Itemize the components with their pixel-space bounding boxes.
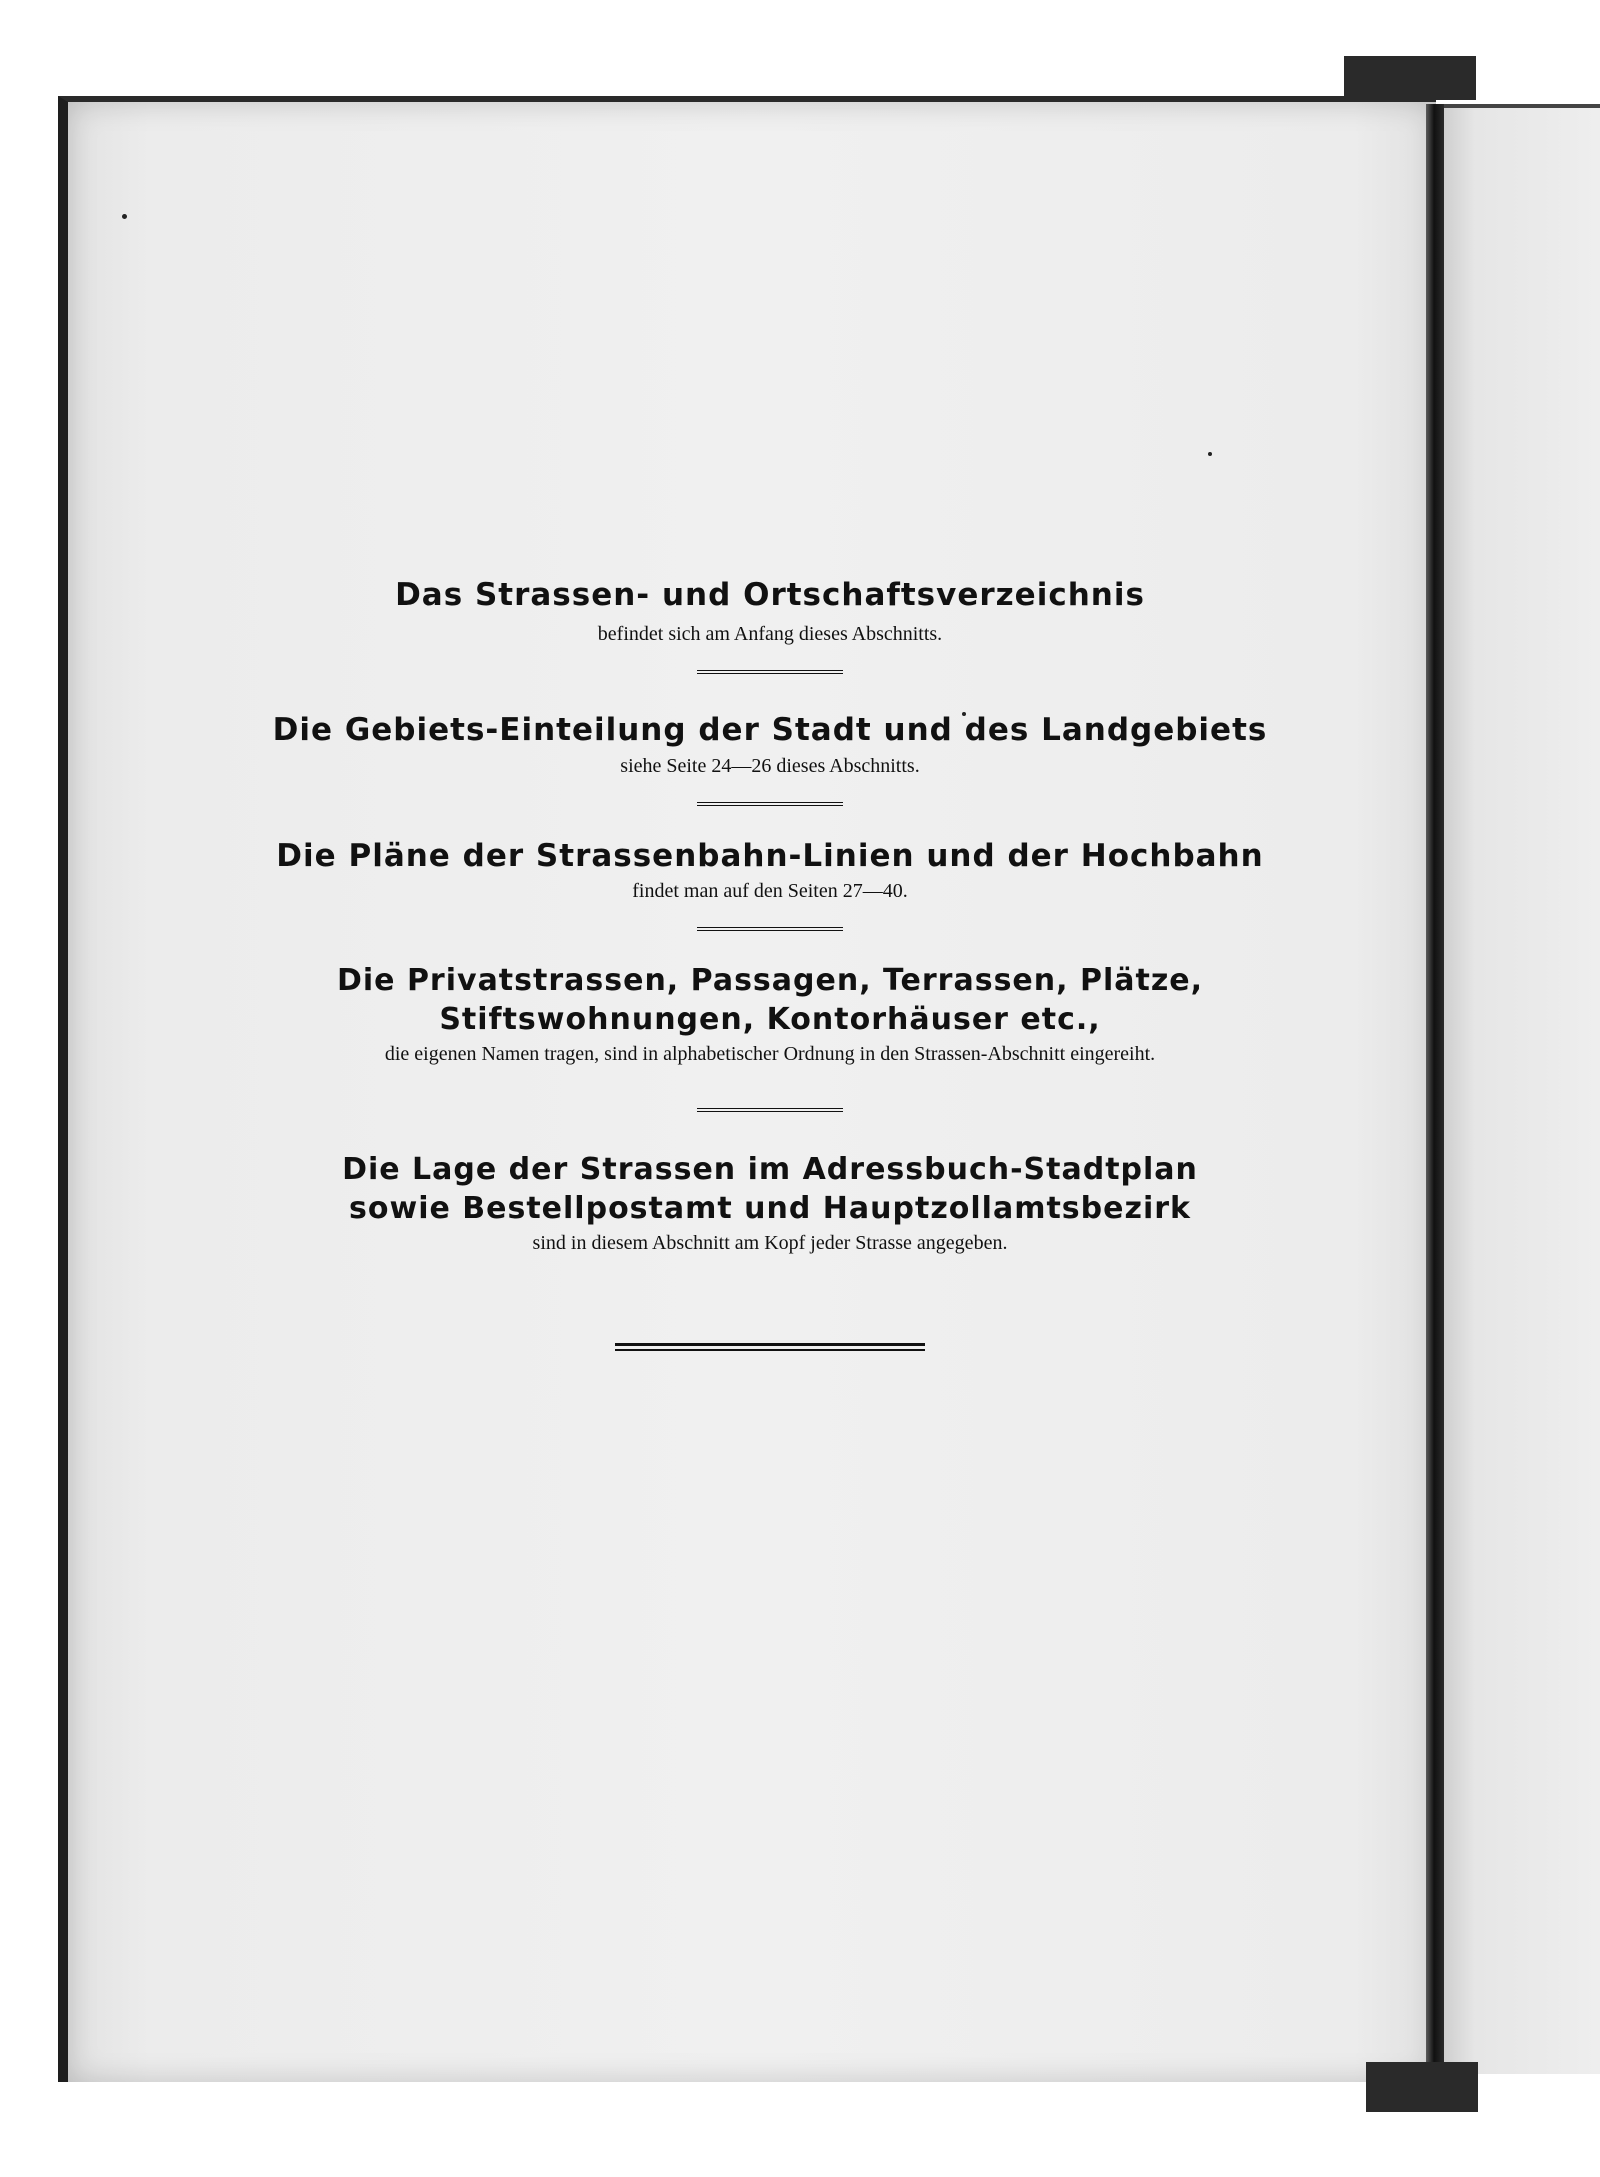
section-area-division: [150, 710, 1390, 805]
section-private-streets: [150, 961, 1390, 1112]
section-city-map: [150, 1150, 1390, 1351]
adjacent-page-edge: [1444, 104, 1600, 2074]
section-heading: Die Gebiets-Einteilung der Stadt und des Landgebiets: [272, 712, 1268, 749]
section-text: siehe Seite 24—26 dieses Abschnitts.: [620, 754, 920, 777]
section-text: sind in diesem Abschnitt am Kopf jeder Strasse angegeben.: [532, 1231, 1008, 1254]
section-tram-plans: [150, 836, 1390, 931]
section-heading-line-2: Stiftswohnungen, Kontorhäuser etc.,: [439, 1001, 1101, 1037]
section-heading: Das Strassen- und Ortschaftsverzeichnis: [395, 577, 1145, 613]
closing-rule: [615, 1343, 925, 1351]
book-spine: [1426, 104, 1444, 2070]
divider-rule: [697, 1108, 843, 1112]
print-speck: [1208, 452, 1212, 456]
section-heading-line-1: Die Lage der Strassen im Adressbuch-Stadtplan: [342, 1151, 1198, 1187]
print-speck: [122, 214, 127, 219]
section-text: die eigenen Namen tragen, sind in alphabetischer Ordnung in den Strassen-Abschnitt eingereiht.: [384, 1042, 1156, 1065]
section-heading-line-2: sowie Bestellpostamt und Hauptzollamtsbezirk: [349, 1190, 1191, 1226]
scan-corner-top: [1344, 56, 1476, 100]
section-street-directory: [150, 575, 1390, 674]
section-heading: Die Pläne der Strassenbahn-Linien und der Hochbahn: [276, 837, 1264, 874]
scan-corner-bottom: [1366, 2062, 1478, 2112]
notice-block: [150, 575, 1390, 1351]
divider-rule: [697, 927, 843, 931]
divider-rule: [697, 802, 843, 806]
section-text: findet man auf den Seiten 27—40.: [632, 879, 908, 902]
divider-rule: [697, 670, 843, 674]
section-heading-line-1: Die Privatstrassen, Passagen, Terrassen, Plätze,: [336, 962, 1204, 998]
section-text: befindet sich am Anfang dieses Abschnitts.: [597, 623, 943, 646]
